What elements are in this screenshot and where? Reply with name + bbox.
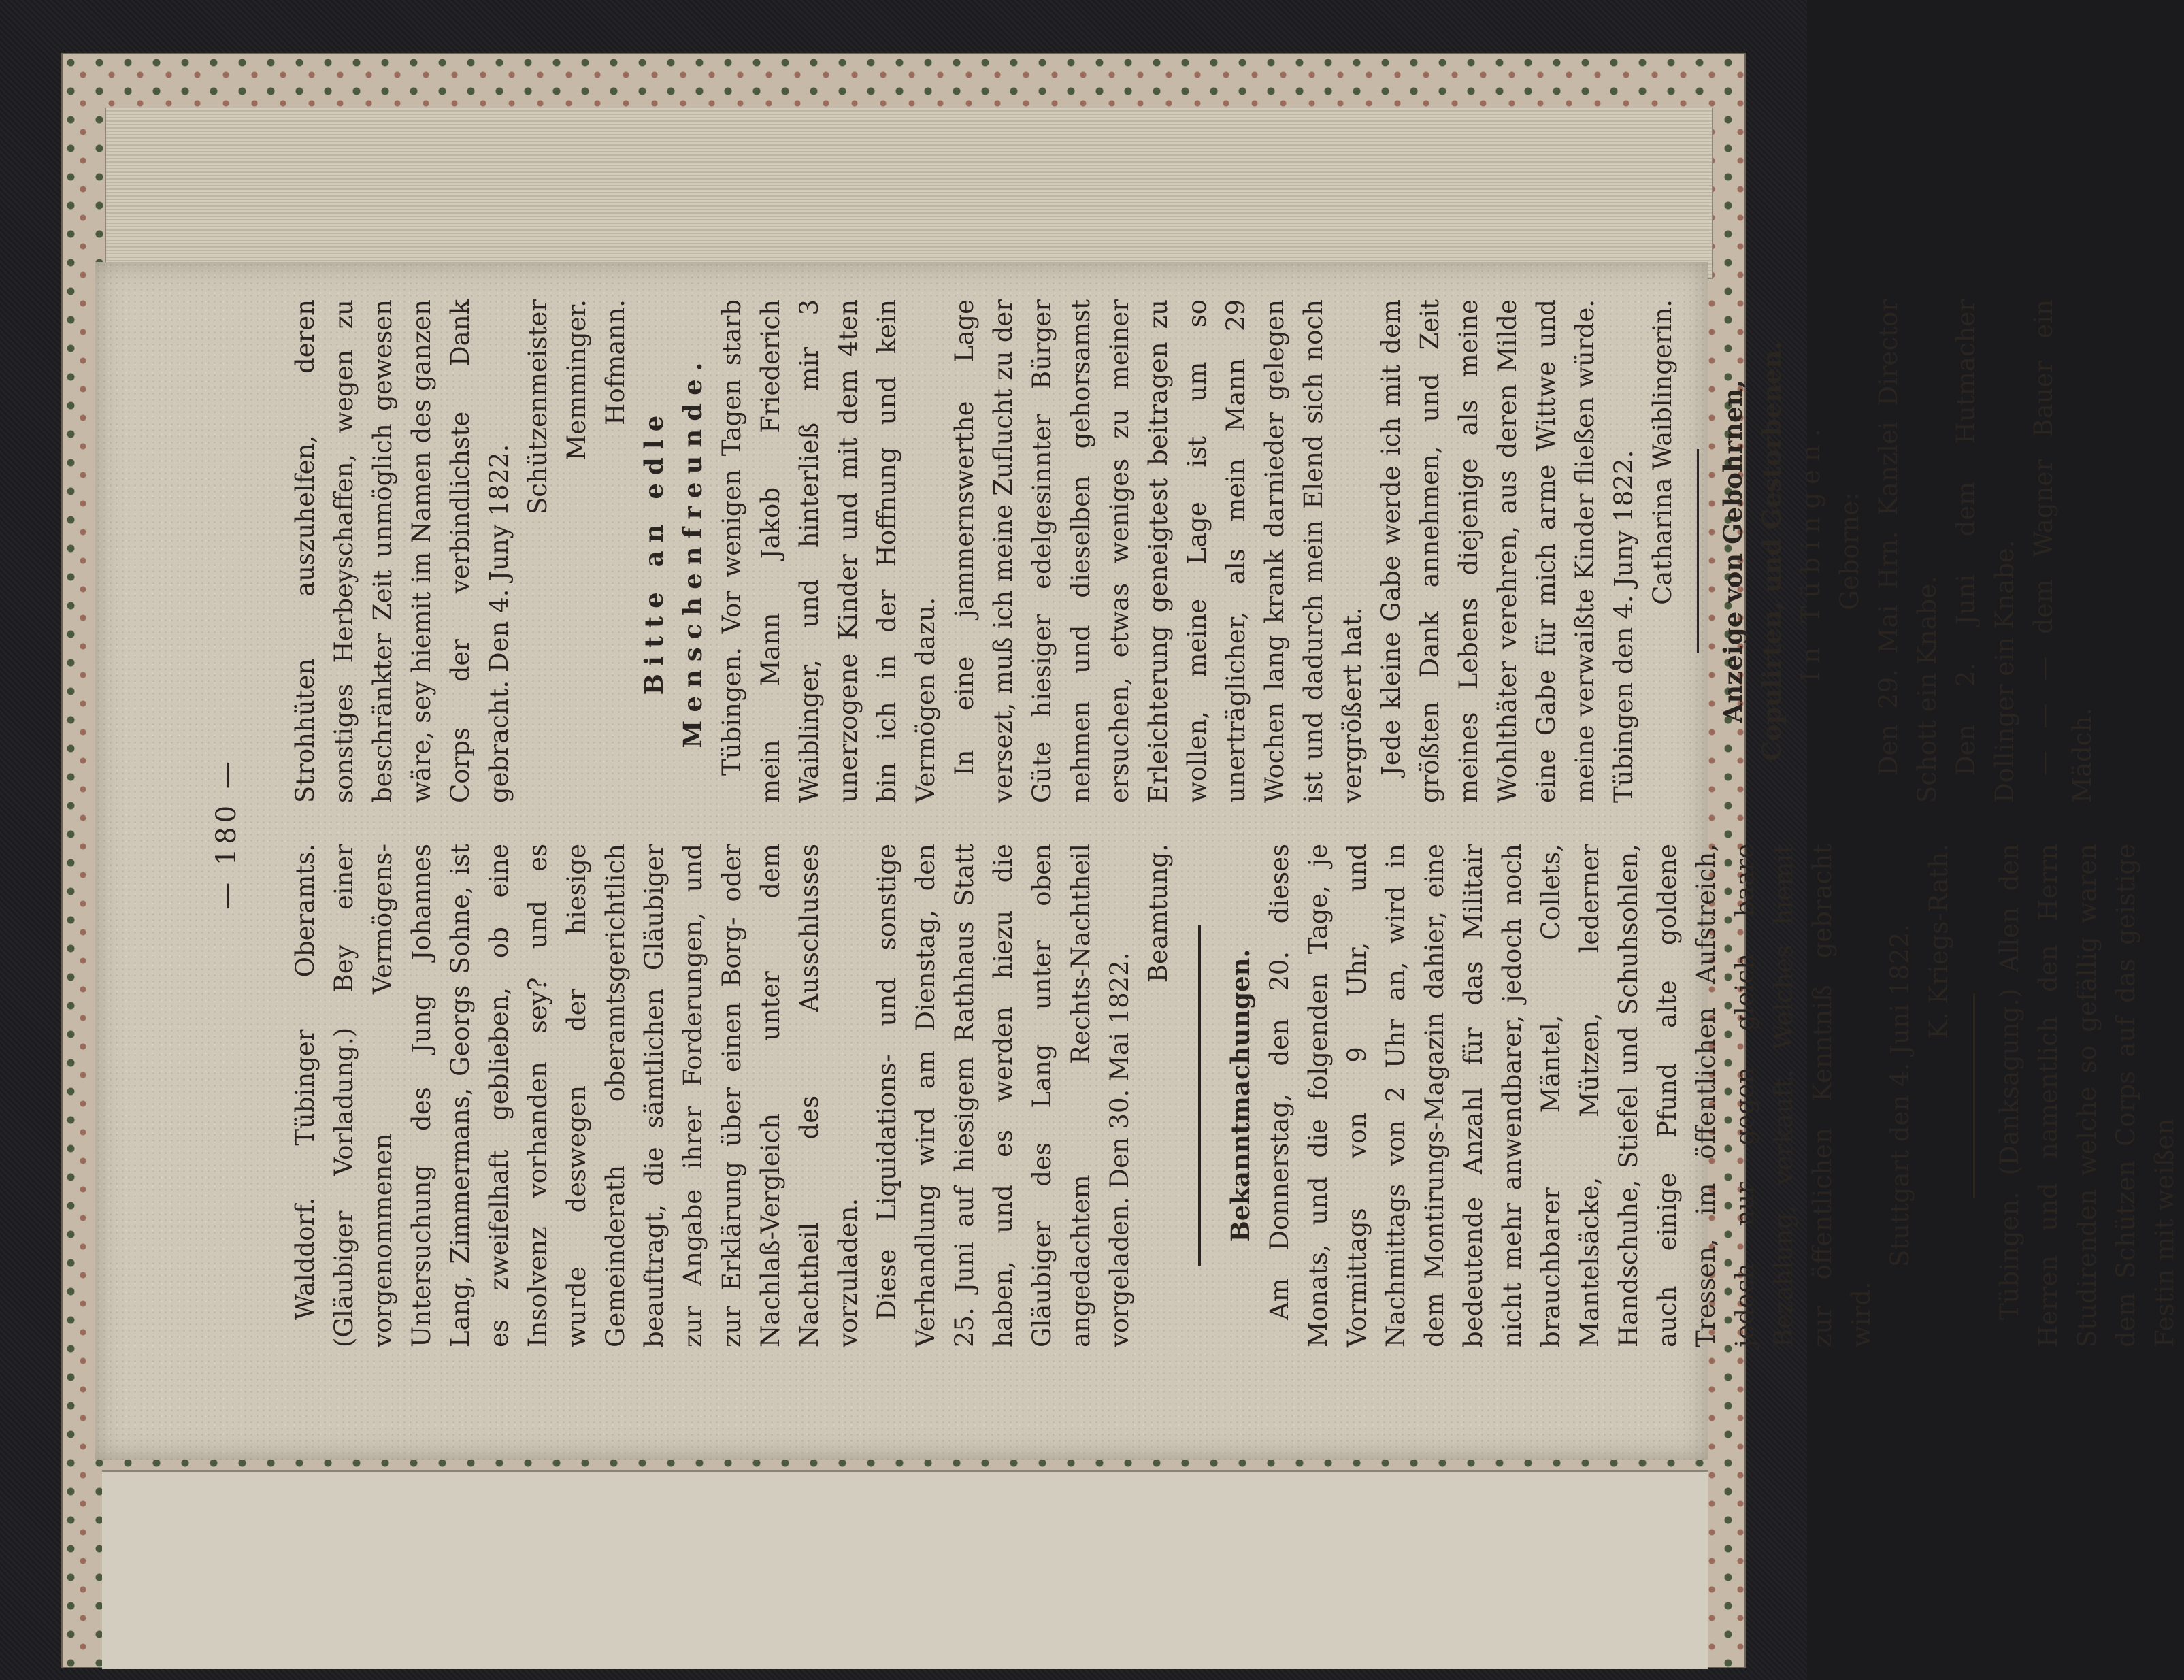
page-edges (105, 108, 1713, 279)
signature-hofmann: Hofmann. (601, 299, 630, 425)
page-text-rotated (184, 299, 2179, 1368)
subheading-geborne: Geborne: (1835, 492, 1864, 610)
signature-waiblingerin: Catharina Waiblingerin. (1648, 299, 1677, 605)
birth-entry: Den 2. Juni dem Hutmacher Dollinger ein Knabe. (1951, 299, 2019, 803)
page-number: — 180 — (211, 757, 242, 910)
birth-entry: — — — dem Wagner Bauer ein Mädch. (2029, 299, 2097, 803)
notice-walddorf-2: Diese Liquidations- und sonstige Verhandlung wird am Dienstag, den 25. Juni auf hiesigem Rathhaus Statt haben, und es werden hiezu die Gläubiger des Lang unter oben angedachtem Rechts-Nachtheil vorgeladen. Den 30. Mai 1822. (872, 844, 1134, 1347)
signature-kriegsrath: K. Kriegs-Rath. (1924, 844, 1953, 1039)
signature-beamtung: Beamtung. (1144, 844, 1173, 983)
heading-bekanntmachungen: Bekanntmachungen. (1225, 949, 1255, 1242)
notice-walddorf: Walddorf. Tübinger Oberamts. (Gläubiger Vorladung.) Bey einer vorgenommenen Vermögens-Untersuchung des Jung Johannes Lang, Zimmermans, Georgs Sohne, ist es zweifelhaft geblieben, ob eine Insolvenz vorhanden sey? und es wurde deswegen der hiesige Gemeinderath oberamtsgerichtlich beauftragt, die sämtlichen Gläubiger zur Angabe ihrer Forderungen, und zur Erklärung über einen Borg- oder Nachlaß-Vergleich unter dem Nachtheil des Ausschlusses vorzuladen. (291, 844, 863, 1347)
facing-page (102, 1470, 1708, 1669)
birth-entry: Den 29. Mai Hrn. Kanzlei Director Schott ein Knabe. (1874, 299, 1942, 803)
notice-danksagung: Tübingen. (Danksagung.) Allen den Herren und namentlich den Herrn Studirenden welche so gefällig waren dem Schützen Corps auf das geistige Festin mit weißen (1995, 844, 2179, 1347)
notice-auction: Am Donnerstag, den 20. dieses Monats, und die folgenden Tage, je Vormittags von 9 Uhr, und Nachmittags von 2 Uhr an, wird in dem Montirungs-Magazin dahier, eine bedeutende Anzahl für das Militair nicht mehr anwendbarer, jedoch noch brauchbarer Mäntel, Collets, Mantelsäcke, Mützen, lederner Handschuhe, Stiefel und Schuhsohlen, auch einige Pfund alte goldene Tressen, im öffentlichen Aufstreich, jedoch nur gegen gleich baare Bezahlung, verkauft. Welches hiemit zur öffentlichen Kenntniß gebracht wird. (1265, 844, 1876, 1347)
notice-date: Stuttgart den 4. Juni 1822. (1885, 923, 1915, 1268)
heading-bitte: Bitte an edle Menschenfreunde. (639, 354, 708, 748)
divider (1198, 925, 1201, 1266)
divider (1697, 449, 1699, 653)
place-tuebingen: In Tübingen. (1796, 421, 1825, 682)
signature-memminger: Memminger. (562, 299, 591, 461)
notice-bitte-2: In eine jammernswerthe Lage versezt, muß ich meine Zuflucht zu der Güte hiesiger edelgesinnter Bürger nehmen und dieselben gehorsamst ersuchen, etwas weniges zu meiner Erleichterung geneigtest beitragen zu wollen, meine Lage ist um so unerträglicher, als mein Mann 29 Wochen lang krank darnieder gelegen ist und dadurch mein Elend sich noch vergrößert hat. (950, 299, 1367, 803)
right-column (286, 299, 2102, 803)
notice-bitte-3: Jede kleine Gabe werde ich mit dem größten Dank annehmen, und Zeit meines Lebens diejenige als meine Wohlthäter verehren, aus deren Milde eine Gabe für mich arme Wittwe und meine verwaißte Kinder fließen würde. Tübingen den 4. Juny 1822. (1376, 299, 1638, 803)
heading-anzeige: Anzeige von Gebohrnen, Copulirten, und Gestorbenen. (1718, 341, 1787, 761)
signature-schuetzenmeister: Schützenmeister (523, 299, 552, 515)
notice-bitte: Tübingen. Vor wenigen Tagen starb mein Mann Jakob Friederich Waiblinger, und hinterließ mir 3 unerzogene Kinder und mit dem 4ten bin ich in der Hoffnung und kein Vermögen dazu. (717, 299, 940, 803)
notice-danksagung-cont: Strohhüten auszuhelfen, deren sonstiges Herbeyschaffen, wegen zu beschränkter Zeit unmöglich gewesen wäre, sey hiemit im Namen des ganzen Corps der verbindlichste Dank gebracht. Den 4. Juny 1822. (291, 299, 514, 803)
divider (1973, 993, 1975, 1198)
left-column (286, 844, 2184, 1347)
